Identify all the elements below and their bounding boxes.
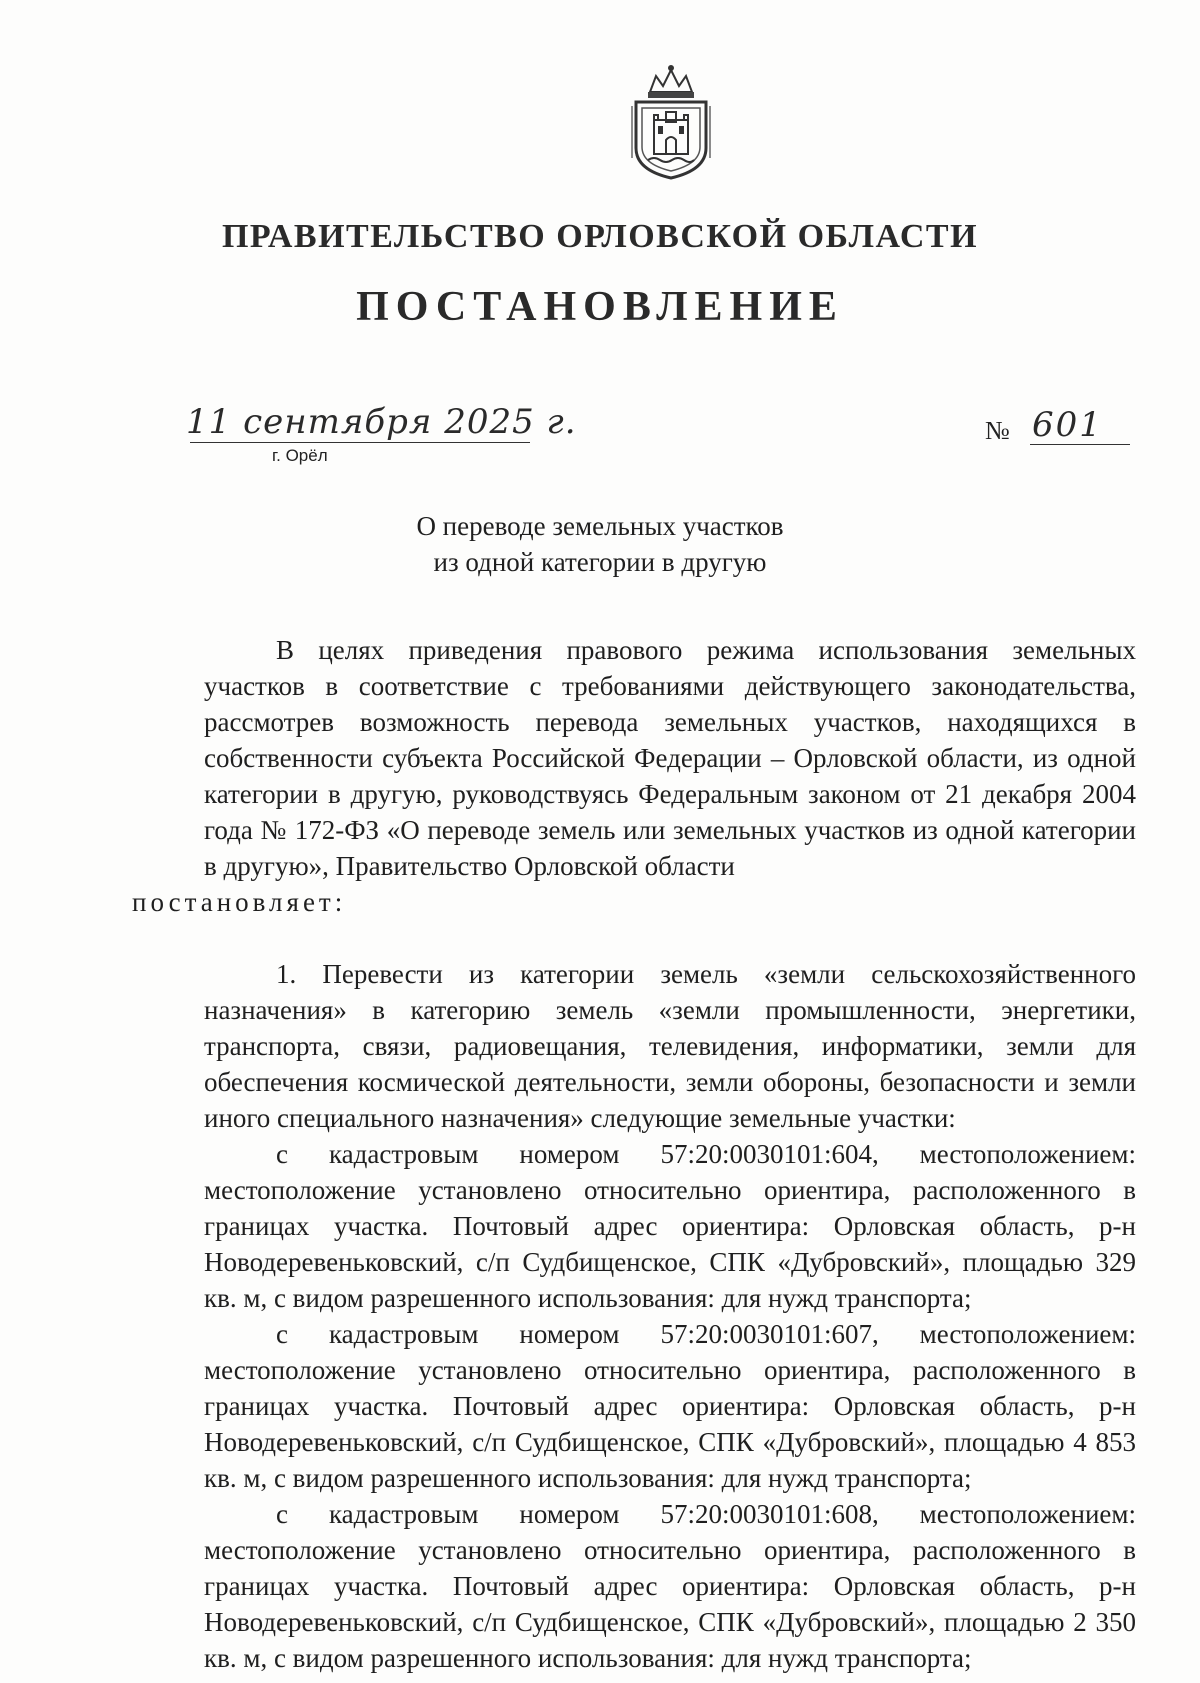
number-sign: № <box>985 416 1010 445</box>
city-label: г. Орёл <box>272 446 328 465</box>
plot-paragraph-608: с кадастровым номером 57:20:0030101:608, местоположением: местоположение установлено относительно ориентира, расположенного в границах участка. Почтовый адрес ориентира: Орловская область, р-н Новодеревеньковский, с/п Судбищенское, СПК «Дубровский», площадью 2 350 кв. м, с видом разрешенного использования: для нужд транспорта; <box>204 1499 1136 1673</box>
item-1-paragraph: 1. Перевести из категории земель «земли сельскохозяйственного назначения» в категорию земель «земли промышленности, энергетики, транспорта, связи, радиовещания, телевидения, информатики, земли для обеспечения космической деятельности, земли обороны, безопасности и земли иного специального назначения» следующие земельные участки: <box>204 959 1136 1133</box>
organization-title: ПРАВИТЕЛЬСТВО ОРЛОВСКОЙ ОБЛАСТИ <box>221 218 979 255</box>
number-underline <box>1030 444 1130 445</box>
date-underline <box>190 442 530 443</box>
handwritten-date: 11 сентября 2025 г. <box>186 402 577 442</box>
coat-of-arms-icon <box>628 62 714 180</box>
resolves-word: постановляет: <box>132 887 347 917</box>
preamble-text: В целях приведения правового режима использования земельных участков в соответствие с требованиями действующего законодательства, рассмотрев возможность перевода земельных участков, находящихся в собственности субъекта Российской Федерации – Орловской области, из одной категории в другую, руководствуясь Федеральным законом от 21 декабря 2004 года № 172-ФЗ «О переводе земель или земельных участков из одной категории в другую», Правительство Орловской области <box>204 635 1136 881</box>
plot-paragraph-604: с кадастровым номером 57:20:0030101:604, местоположением: местоположение установлено относительно ориентира, расположенного в границах участка. Почтовый адрес ориентира: Орловская область, р-н Новодеревеньковский, с/п Судбищенское, СПК «Дубровский», площадью 329 кв. м, с видом разрешенного использования: для нужд транспорта; <box>204 1139 1136 1313</box>
document-subject <box>0 508 1200 580</box>
preamble-paragraph <box>132 632 1136 920</box>
subject-line-1: О переводе земельных участков <box>416 511 784 541</box>
document-type-title: ПОСТАНОВЛЕНИЕ <box>356 284 844 330</box>
subject-line-2: из одной категории в другую <box>433 547 767 577</box>
handwritten-number: 601 <box>1032 405 1103 445</box>
plot-paragraph-607: с кадастровым номером 57:20:0030101:607, местоположением: местоположение установлено относительно ориентира, расположенного в границах участка. Почтовый адрес ориентира: Орловская область, р-н Новодеревеньковский, с/п Судбищенское, СПК «Дубровский», площадью 4 853 кв. м, с видом разрешенного использования: для нужд транспорта; <box>204 1319 1136 1493</box>
document-body <box>132 632 1136 1676</box>
